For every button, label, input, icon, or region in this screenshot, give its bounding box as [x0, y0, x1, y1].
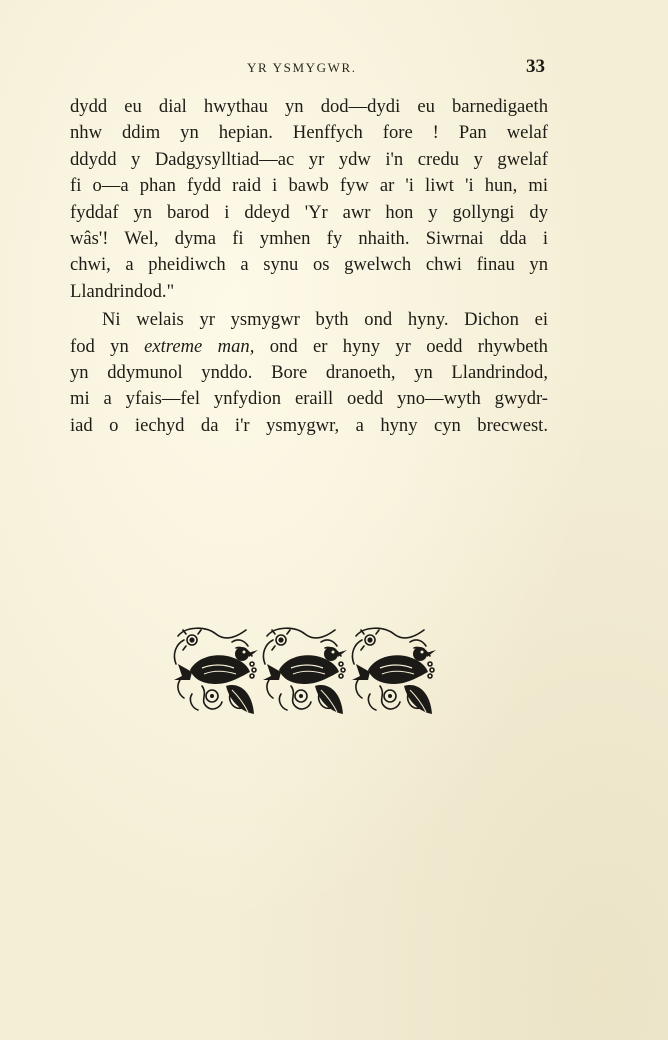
text-line: fyddaf yn barod i ddeyd 'Yr awr hon y gollyngi dy — [70, 201, 548, 223]
text-line: Llandrindod." — [70, 280, 175, 302]
text-line: wâs'! Wel, dyma fi ymhen fy nhaith. Siwrnai dda i — [70, 227, 548, 249]
text-line: Ni welais yr ysmygwr byth ond hyny. Dichon ei — [102, 309, 548, 331]
text-fragment: ond er hyny yr oedd rhywbeth — [254, 335, 548, 357]
text-line: nhw ddim yn hepian. Henffych fore ! Pan welaf — [70, 122, 548, 144]
text-fragment: fod yn — [70, 335, 145, 357]
bird-and-foliage-tailpiece-icon — [172, 624, 440, 718]
page-number: 33 — [526, 56, 545, 77]
running-head — [0, 56, 668, 82]
text-line: dydd eu dial hwythau yn dod—dydi eu barnedigaeth — [70, 96, 548, 117]
text-line: iad o iechyd da i'r ysmygwr, a hyny cyn brecwest. — [70, 414, 548, 436]
text-line: chwi, a pheidiwch a synu os gwelwch chwi finau yn — [70, 254, 548, 276]
italic-phrase: extreme man, — [144, 335, 255, 357]
text-line: ddydd y Dadgysylltiad—ac yr ydw i'n credu y gwelaf — [70, 148, 548, 170]
text-line: fi o—a phan fydd raid i bawb fyw ar 'i liwt 'i hun, mi — [70, 175, 548, 197]
text-line — [70, 334, 548, 360]
text-line: mi a yfais—fel ynfydion eraill oedd yno—wyth gwydr- — [70, 388, 548, 410]
paragraph-1 — [70, 94, 548, 305]
text-line: yn ddymunol ynddo. Bore dranoeth, yn Llandrindod, — [70, 361, 548, 383]
running-title: YR YSMYGWR. — [247, 60, 357, 75]
paragraph-2 — [70, 307, 548, 439]
body-text — [70, 94, 548, 439]
